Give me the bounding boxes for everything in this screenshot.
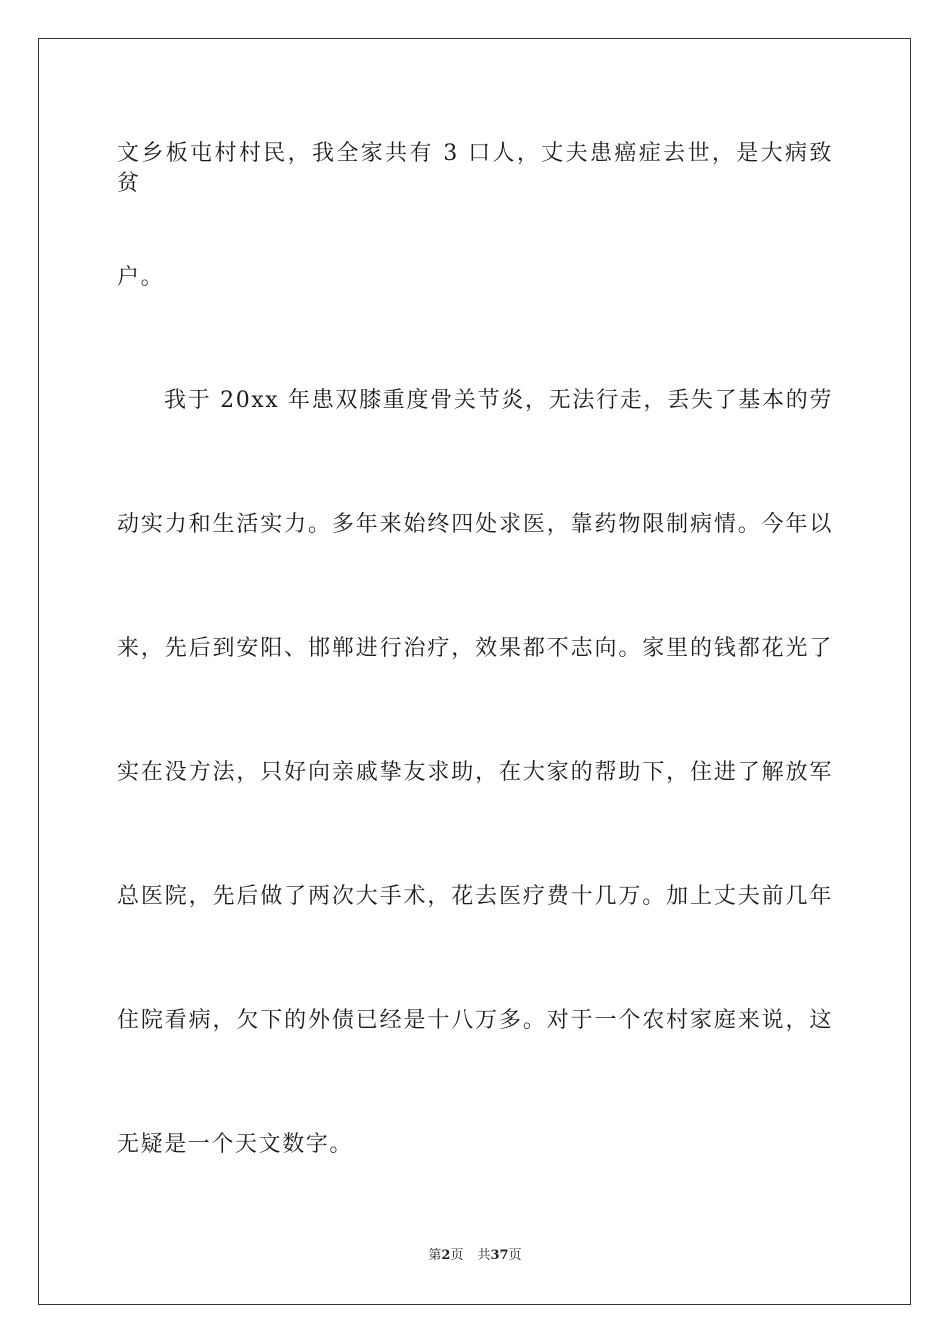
body-text-line-1: 文乡板屯村村民，我全家共有 3 口人，丈夫患癌症去世，是大病致贫: [117, 141, 833, 196]
body-text-line-4: 动实力和生活实力。多年来始终四处求医，靠药物限制病情。今年以: [117, 512, 833, 537]
footer-page-prefix: 第: [428, 1248, 442, 1263]
footer-page-suffix: 页: [450, 1248, 464, 1263]
body-text-line-8: 住院看病，欠下的外债已经是十八万多。对于一个农村家庭来说，这: [117, 1008, 833, 1033]
body-text-line-7: 总医院，先后做了两次大手术，花去医疗费十几万。加上丈夫前几年: [117, 884, 833, 909]
body-text-line-5: 来，先后到安阳、邯郸进行治疗，效果都不志向。家里的钱都花光了: [117, 636, 833, 661]
footer-page-number: 2: [441, 1248, 451, 1263]
footer-total-suffix: 页: [508, 1248, 522, 1263]
body-text-line-3: 我于 20xx 年患双膝重度骨关节炎，无法行走，丢失了基本的劳: [164, 388, 833, 413]
page-border: [38, 38, 911, 1305]
footer-total-prefix: 共: [477, 1248, 491, 1263]
body-text-line-2: 户。: [117, 265, 165, 290]
body-text-line-9: 无疑是一个天文数字。: [117, 1132, 354, 1157]
footer-total-pages: 37: [490, 1248, 509, 1263]
body-text-line-6: 实在没方法，只好向亲戚挚友求助，在大家的帮助下，住进了解放军: [117, 760, 833, 785]
page-footer: [0, 1247, 950, 1265]
